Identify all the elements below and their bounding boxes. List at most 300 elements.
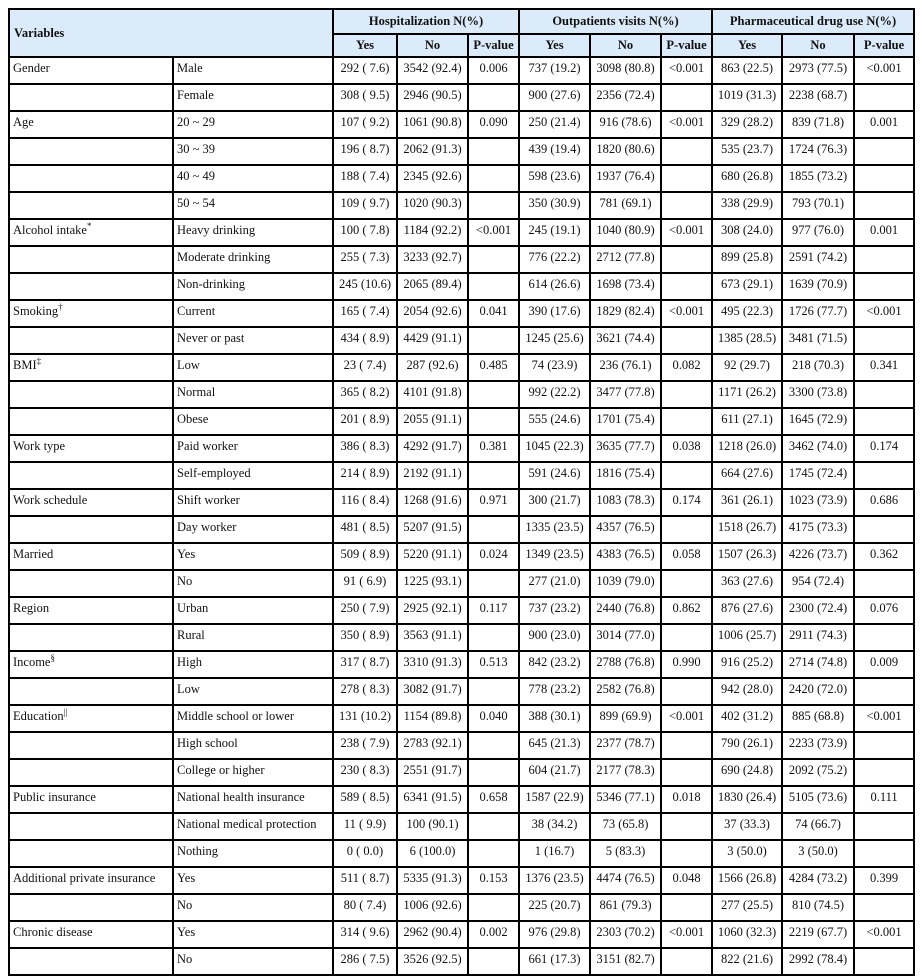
cell-drug-pvalue: 0.076 (854, 597, 914, 624)
cell-hosp-yes: 107 ( 9.2) (333, 111, 397, 138)
data-table (8, 8, 915, 976)
cell-drug-no: 2219 (67.7) (782, 921, 854, 948)
cell-hosp-yes: 0 ( 0.0) (333, 840, 397, 867)
cell-hosp-yes: 481 ( 8.5) (333, 516, 397, 543)
cell-hosp-pvalue (468, 948, 519, 975)
cell-hosp-pvalue: 0.971 (468, 489, 519, 516)
table-row (9, 678, 914, 705)
cell-drug-no: 2420 (72.0) (782, 678, 854, 705)
cell-hosp-pvalue (468, 246, 519, 273)
category-cell: Normal (173, 381, 333, 408)
cell-outp-pvalue (661, 813, 712, 840)
cell-hosp-yes: 278 ( 8.3) (333, 678, 397, 705)
cell-hosp-no: 6 (100.0) (397, 840, 468, 867)
cell-outp-no: 2177 (78.3) (590, 759, 661, 786)
cell-outp-no: 1040 (80.9) (590, 219, 661, 246)
cell-drug-no: 1639 (70.9) (782, 273, 854, 300)
cell-outp-pvalue (661, 408, 712, 435)
cell-hosp-pvalue (468, 516, 519, 543)
cell-hosp-pvalue: 0.117 (468, 597, 519, 624)
cell-outp-yes: 1335 (23.5) (519, 516, 590, 543)
cell-drug-no: 1724 (76.3) (782, 138, 854, 165)
cell-outp-pvalue: <0.001 (661, 300, 712, 327)
header-hosp-no: No (397, 34, 468, 57)
cell-hosp-no: 2946 (90.5) (397, 84, 468, 111)
cell-outp-yes: 350 (30.9) (519, 192, 590, 219)
cell-outp-pvalue (661, 624, 712, 651)
cell-outp-yes: 737 (19.2) (519, 57, 590, 84)
cell-hosp-yes: 230 ( 8.3) (333, 759, 397, 786)
cell-drug-yes: 1006 (25.7) (712, 624, 782, 651)
cell-hosp-pvalue (468, 84, 519, 111)
table-row (9, 867, 914, 894)
cell-hosp-pvalue (468, 840, 519, 867)
cell-outp-yes: 1245 (25.6) (519, 327, 590, 354)
cell-outp-no: 2440 (76.8) (590, 597, 661, 624)
cell-hosp-no: 5335 (91.3) (397, 867, 468, 894)
cell-drug-no: 1645 (72.9) (782, 408, 854, 435)
cell-drug-no: 2911 (74.3) (782, 624, 854, 651)
variable-cell (9, 732, 173, 759)
variable-cell (9, 381, 173, 408)
cell-drug-yes: 1019 (31.3) (712, 84, 782, 111)
cell-outp-yes: 1376 (23.5) (519, 867, 590, 894)
cell-hosp-pvalue: 0.002 (468, 921, 519, 948)
category-cell: No (173, 570, 333, 597)
cell-hosp-yes: 509 ( 8.9) (333, 543, 397, 570)
cell-hosp-pvalue: 0.381 (468, 435, 519, 462)
cell-hosp-no: 1154 (89.8) (397, 705, 468, 732)
variable-cell (9, 678, 173, 705)
category-cell: College or higher (173, 759, 333, 786)
cell-outp-no: 2377 (78.7) (590, 732, 661, 759)
cell-drug-no: 4175 (73.3) (782, 516, 854, 543)
cell-outp-no: 1816 (75.4) (590, 462, 661, 489)
cell-drug-no: 218 (70.3) (782, 354, 854, 381)
cell-outp-yes: 737 (23.2) (519, 597, 590, 624)
cell-outp-pvalue (661, 732, 712, 759)
cell-outp-pvalue (661, 570, 712, 597)
cell-hosp-no: 2065 (89.4) (397, 273, 468, 300)
cell-outp-yes: 555 (24.6) (519, 408, 590, 435)
cell-hosp-yes: 165 ( 7.4) (333, 300, 397, 327)
cell-drug-yes: 277 (25.5) (712, 894, 782, 921)
cell-hosp-pvalue: 0.658 (468, 786, 519, 813)
table-row (9, 84, 914, 111)
cell-drug-yes: 664 (27.6) (712, 462, 782, 489)
table-row (9, 435, 914, 462)
variable-cell (9, 624, 173, 651)
category-cell: Low (173, 678, 333, 705)
category-cell: High (173, 651, 333, 678)
cell-drug-yes: 37 (33.3) (712, 813, 782, 840)
cell-drug-no: 3462 (74.0) (782, 435, 854, 462)
cell-drug-pvalue (854, 327, 914, 354)
cell-hosp-pvalue (468, 381, 519, 408)
cell-drug-no: 839 (71.8) (782, 111, 854, 138)
cell-drug-pvalue (854, 462, 914, 489)
table-row (9, 516, 914, 543)
header-hosp-yes: Yes (333, 34, 397, 57)
cell-drug-yes: 942 (28.0) (712, 678, 782, 705)
cell-hosp-no: 3233 (92.7) (397, 246, 468, 273)
cell-hosp-yes: 238 ( 7.9) (333, 732, 397, 759)
table-row (9, 921, 914, 948)
variable-cell (9, 165, 173, 192)
cell-outp-yes: 38 (34.2) (519, 813, 590, 840)
cell-hosp-no: 6341 (91.5) (397, 786, 468, 813)
category-cell: Current (173, 300, 333, 327)
table-row (9, 894, 914, 921)
cell-drug-pvalue (854, 408, 914, 435)
variable-cell (9, 192, 173, 219)
cell-hosp-pvalue (468, 813, 519, 840)
cell-hosp-no: 5220 (91.1) (397, 543, 468, 570)
category-cell: National medical protection (173, 813, 333, 840)
cell-drug-no: 3300 (73.8) (782, 381, 854, 408)
cell-hosp-no: 4429 (91.1) (397, 327, 468, 354)
header-drug-pvalue: P-value (854, 34, 914, 57)
cell-outp-yes: 900 (23.0) (519, 624, 590, 651)
variable-label: Work schedule (13, 493, 88, 507)
cell-outp-no: 2356 (72.4) (590, 84, 661, 111)
cell-drug-pvalue (854, 381, 914, 408)
cell-drug-pvalue (854, 192, 914, 219)
cell-drug-yes: 822 (21.6) (712, 948, 782, 975)
cell-outp-no: 1701 (75.4) (590, 408, 661, 435)
variable-cell (9, 435, 173, 462)
cell-hosp-yes: 314 ( 9.6) (333, 921, 397, 948)
cell-outp-no: 916 (78.6) (590, 111, 661, 138)
cell-drug-no: 793 (70.1) (782, 192, 854, 219)
header-group-outpatient-visits: Outpatients visits N(%) (519, 9, 712, 34)
table-row (9, 840, 914, 867)
table-row (9, 651, 914, 678)
table-row (9, 354, 914, 381)
cell-drug-pvalue (854, 570, 914, 597)
header-group-hospitalization: Hospitalization N(%) (333, 9, 519, 34)
cell-drug-no: 2992 (78.4) (782, 948, 854, 975)
variable-cell (9, 489, 173, 516)
cell-hosp-yes: 386 ( 8.3) (333, 435, 397, 462)
table-row (9, 489, 914, 516)
variable-cell (9, 948, 173, 975)
category-cell: Yes (173, 867, 333, 894)
cell-drug-pvalue: 0.009 (854, 651, 914, 678)
cell-drug-no: 4284 (73.2) (782, 867, 854, 894)
cell-outp-no: 5 (83.3) (590, 840, 661, 867)
cell-outp-yes: 388 (30.1) (519, 705, 590, 732)
category-cell: Never or past (173, 327, 333, 354)
cell-outp-pvalue (661, 840, 712, 867)
cell-outp-pvalue: <0.001 (661, 111, 712, 138)
table-row (9, 624, 914, 651)
cell-hosp-yes: 589 ( 8.5) (333, 786, 397, 813)
cell-outp-yes: 661 (17.3) (519, 948, 590, 975)
cell-outp-pvalue (661, 138, 712, 165)
variable-cell (9, 111, 173, 138)
cell-hosp-yes: 188 ( 7.4) (333, 165, 397, 192)
cell-drug-yes: 1830 (26.4) (712, 786, 782, 813)
cell-drug-no: 885 (68.8) (782, 705, 854, 732)
cell-outp-yes: 74 (23.9) (519, 354, 590, 381)
variable-cell (9, 651, 173, 678)
cell-outp-no: 4474 (76.5) (590, 867, 661, 894)
cell-hosp-no: 2054 (92.6) (397, 300, 468, 327)
table-row (9, 246, 914, 273)
table-row (9, 408, 914, 435)
cell-outp-yes: 250 (21.4) (519, 111, 590, 138)
cell-hosp-yes: 116 ( 8.4) (333, 489, 397, 516)
table-row (9, 138, 914, 165)
cell-outp-yes: 604 (21.7) (519, 759, 590, 786)
cell-outp-yes: 614 (26.6) (519, 273, 590, 300)
cell-outp-no: 3635 (77.7) (590, 435, 661, 462)
cell-drug-yes: 361 (26.1) (712, 489, 782, 516)
cell-hosp-no: 1006 (92.6) (397, 894, 468, 921)
cell-drug-yes: 611 (27.1) (712, 408, 782, 435)
variable-label: BMI (13, 358, 37, 372)
table-row (9, 300, 914, 327)
cell-outp-pvalue (661, 327, 712, 354)
header-variables: Variables (9, 9, 333, 57)
cell-outp-no: 2712 (77.8) (590, 246, 661, 273)
table-row (9, 705, 914, 732)
cell-outp-pvalue (661, 894, 712, 921)
cell-outp-yes: 245 (19.1) (519, 219, 590, 246)
variable-label: Gender (13, 61, 50, 75)
cell-drug-yes: 1566 (26.8) (712, 867, 782, 894)
cell-drug-pvalue: 0.362 (854, 543, 914, 570)
cell-drug-pvalue (854, 678, 914, 705)
table-row (9, 219, 914, 246)
cell-outp-yes: 1 (16.7) (519, 840, 590, 867)
category-cell: No (173, 894, 333, 921)
variable-label: Income (13, 655, 51, 669)
cell-hosp-yes: 100 ( 7.8) (333, 219, 397, 246)
cell-hosp-pvalue (468, 165, 519, 192)
cell-drug-yes: 495 (22.3) (712, 300, 782, 327)
cell-drug-no: 1745 (72.4) (782, 462, 854, 489)
cell-hosp-no: 1184 (92.2) (397, 219, 468, 246)
cell-drug-pvalue (854, 516, 914, 543)
cell-hosp-no: 2925 (92.1) (397, 597, 468, 624)
cell-outp-yes: 591 (24.6) (519, 462, 590, 489)
cell-hosp-yes: 365 ( 8.2) (333, 381, 397, 408)
cell-outp-no: 1937 (76.4) (590, 165, 661, 192)
header-outp-pvalue: P-value (661, 34, 712, 57)
cell-outp-yes: 277 (21.0) (519, 570, 590, 597)
category-cell: High school (173, 732, 333, 759)
cell-drug-yes: 1507 (26.3) (712, 543, 782, 570)
cell-drug-pvalue (854, 84, 914, 111)
cell-hosp-no: 3526 (92.5) (397, 948, 468, 975)
category-cell: Non-drinking (173, 273, 333, 300)
cell-hosp-yes: 201 ( 8.9) (333, 408, 397, 435)
cell-outp-yes: 1349 (23.5) (519, 543, 590, 570)
category-cell: Shift worker (173, 489, 333, 516)
category-cell: Rural (173, 624, 333, 651)
table-row (9, 948, 914, 975)
cell-outp-pvalue: 0.990 (661, 651, 712, 678)
cell-outp-yes: 842 (23.2) (519, 651, 590, 678)
cell-hosp-pvalue (468, 462, 519, 489)
cell-drug-yes: 535 (23.7) (712, 138, 782, 165)
cell-outp-no: 3621 (74.4) (590, 327, 661, 354)
variable-cell (9, 759, 173, 786)
cell-hosp-yes: 286 ( 7.5) (333, 948, 397, 975)
variable-cell (9, 354, 173, 381)
cell-outp-pvalue (661, 165, 712, 192)
cell-drug-pvalue: 0.341 (854, 354, 914, 381)
cell-outp-pvalue (661, 462, 712, 489)
cell-outp-pvalue (661, 381, 712, 408)
variable-cell (9, 543, 173, 570)
cell-outp-no: 3477 (77.8) (590, 381, 661, 408)
cell-drug-no: 2300 (72.4) (782, 597, 854, 624)
cell-drug-no: 4226 (73.7) (782, 543, 854, 570)
variable-label: Public insurance (13, 790, 96, 804)
cell-hosp-pvalue: <0.001 (468, 219, 519, 246)
cell-outp-yes: 976 (29.8) (519, 921, 590, 948)
category-cell: Heavy drinking (173, 219, 333, 246)
cell-drug-yes: 402 (31.2) (712, 705, 782, 732)
cell-drug-yes: 338 (29.9) (712, 192, 782, 219)
table-row (9, 597, 914, 624)
variable-cell (9, 246, 173, 273)
cell-drug-pvalue (854, 840, 914, 867)
cell-outp-pvalue: 0.038 (661, 435, 712, 462)
variable-cell (9, 273, 173, 300)
cell-outp-pvalue: 0.018 (661, 786, 712, 813)
cell-outp-pvalue (661, 84, 712, 111)
variable-cell (9, 705, 173, 732)
cell-drug-no: 2591 (74.2) (782, 246, 854, 273)
variable-cell (9, 327, 173, 354)
cell-drug-no: 1023 (73.9) (782, 489, 854, 516)
cell-hosp-no: 3082 (91.7) (397, 678, 468, 705)
variable-cell (9, 597, 173, 624)
table-body (9, 57, 914, 975)
cell-outp-pvalue: 0.058 (661, 543, 712, 570)
cell-drug-no: 3 (50.0) (782, 840, 854, 867)
cell-hosp-no: 1268 (91.6) (397, 489, 468, 516)
cell-drug-yes: 863 (22.5) (712, 57, 782, 84)
cell-drug-no: 2233 (73.9) (782, 732, 854, 759)
footnote-marker: † (58, 301, 63, 312)
variable-cell (9, 867, 173, 894)
cell-outp-no: 4357 (76.5) (590, 516, 661, 543)
category-cell: Urban (173, 597, 333, 624)
cell-hosp-no: 100 (90.1) (397, 813, 468, 840)
variable-cell (9, 57, 173, 84)
cell-outp-yes: 778 (23.2) (519, 678, 590, 705)
cell-drug-pvalue: 0.399 (854, 867, 914, 894)
table-row (9, 165, 914, 192)
cell-hosp-pvalue (468, 678, 519, 705)
category-cell: Moderate drinking (173, 246, 333, 273)
table-row (9, 813, 914, 840)
cell-drug-yes: 680 (26.8) (712, 165, 782, 192)
cell-outp-yes: 1045 (22.3) (519, 435, 590, 462)
cell-outp-yes: 390 (17.6) (519, 300, 590, 327)
cell-hosp-pvalue: 0.090 (468, 111, 519, 138)
footnote-marker: § (50, 652, 55, 663)
cell-hosp-no: 1061 (90.8) (397, 111, 468, 138)
variable-cell (9, 570, 173, 597)
category-cell: Self-employed (173, 462, 333, 489)
cell-drug-pvalue (854, 732, 914, 759)
cell-hosp-pvalue: 0.485 (468, 354, 519, 381)
cell-hosp-no: 1225 (93.1) (397, 570, 468, 597)
cell-outp-yes: 645 (21.3) (519, 732, 590, 759)
cell-outp-no: 899 (69.9) (590, 705, 661, 732)
cell-hosp-pvalue (468, 192, 519, 219)
cell-hosp-pvalue: 0.040 (468, 705, 519, 732)
cell-hosp-pvalue: 0.006 (468, 57, 519, 84)
cell-drug-pvalue (854, 246, 914, 273)
cell-outp-pvalue (661, 948, 712, 975)
cell-drug-pvalue: <0.001 (854, 921, 914, 948)
cell-hosp-no: 5207 (91.5) (397, 516, 468, 543)
cell-drug-pvalue: 0.174 (854, 435, 914, 462)
variable-cell (9, 813, 173, 840)
cell-drug-no: 977 (76.0) (782, 219, 854, 246)
cell-hosp-no: 4292 (91.7) (397, 435, 468, 462)
cell-outp-pvalue: 0.174 (661, 489, 712, 516)
cell-drug-yes: 308 (24.0) (712, 219, 782, 246)
table-row (9, 462, 914, 489)
cell-drug-no: 2092 (75.2) (782, 759, 854, 786)
variable-label: Age (13, 115, 34, 129)
cell-drug-pvalue: 0.111 (854, 786, 914, 813)
variable-cell (9, 219, 173, 246)
cell-drug-no: 74 (66.7) (782, 813, 854, 840)
variable-cell (9, 786, 173, 813)
cell-drug-pvalue (854, 759, 914, 786)
cell-hosp-yes: 131 (10.2) (333, 705, 397, 732)
cell-outp-no: 1829 (82.4) (590, 300, 661, 327)
variable-cell (9, 921, 173, 948)
table-header (9, 9, 914, 57)
cell-outp-yes: 300 (21.7) (519, 489, 590, 516)
category-cell: Nothing (173, 840, 333, 867)
cell-hosp-pvalue: 0.041 (468, 300, 519, 327)
cell-outp-yes: 992 (22.2) (519, 381, 590, 408)
cell-hosp-pvalue (468, 570, 519, 597)
variable-label: Smoking (13, 304, 59, 318)
category-cell: 20 ~ 29 (173, 111, 333, 138)
cell-hosp-yes: 511 ( 8.7) (333, 867, 397, 894)
header-group-pharmaceutical-drug-use: Pharmaceutical drug use N(%) (712, 9, 914, 34)
cell-hosp-yes: 214 ( 8.9) (333, 462, 397, 489)
cell-hosp-yes: 109 ( 9.7) (333, 192, 397, 219)
cell-drug-pvalue (854, 273, 914, 300)
cell-outp-pvalue: <0.001 (661, 705, 712, 732)
variable-cell (9, 138, 173, 165)
cell-hosp-pvalue: 0.024 (468, 543, 519, 570)
category-cell: Obese (173, 408, 333, 435)
cell-outp-no: 781 (69.1) (590, 192, 661, 219)
cell-drug-yes: 3 (50.0) (712, 840, 782, 867)
cell-drug-pvalue (854, 894, 914, 921)
variable-cell (9, 84, 173, 111)
variable-cell (9, 840, 173, 867)
variable-label: Chronic disease (13, 925, 93, 939)
cell-hosp-yes: 80 ( 7.4) (333, 894, 397, 921)
cell-hosp-no: 2192 (91.1) (397, 462, 468, 489)
cell-hosp-pvalue (468, 327, 519, 354)
